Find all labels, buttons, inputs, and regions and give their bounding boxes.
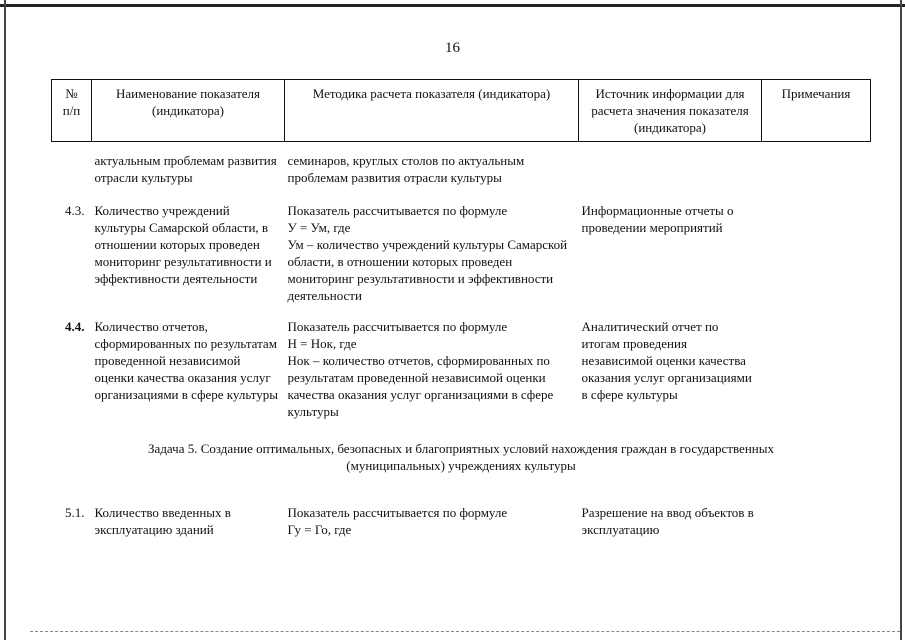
table-header-row: [52, 80, 871, 142]
scan-border-right: [900, 0, 902, 640]
row-source: [579, 142, 762, 203]
table-row: [52, 318, 871, 440]
row-name: Количество учреждений культуры Самарской области, в отношении которых проведен мониторинг результативности и эффективности деятельности: [94, 203, 272, 286]
row-note: [762, 504, 871, 538]
table-row: [52, 504, 871, 538]
table-row: [52, 142, 871, 203]
row-note: [762, 318, 871, 440]
row-source: Аналитический отчет по итогам проведения независимой оценки качества оказания услуг организациями в сфере культуры: [581, 319, 752, 402]
row-name: актуальным проблемам развития отрасли культуры: [94, 153, 277, 185]
row-source: Разрешение на ввод объектов в эксплуатацию: [581, 505, 754, 537]
row-note: [762, 202, 871, 318]
table-row: [52, 202, 871, 318]
task-heading-line-2: (муниципальных) учреждениях культуры: [346, 458, 576, 473]
row-number: [52, 142, 92, 203]
page-number: 16: [445, 40, 460, 56]
row-method: Показатель рассчитывается по формуле У = Ум, где Ум – количество учреждений культуры Самарской области, в отношении которых проведен мониторинг результативности и эффективности деятельности: [287, 203, 568, 303]
header-notes: Примечания: [762, 80, 871, 142]
row-name: Количество введенных в эксплуатацию зданий: [94, 505, 231, 537]
row-note: [762, 142, 871, 203]
row-source: Информационные отчеты о проведении мероприятий: [581, 203, 734, 235]
header-source: Источник информации для расчета значения показателя (индикатора): [579, 80, 762, 142]
indicator-table: [51, 79, 871, 538]
task-heading: [52, 440, 871, 504]
row-number: 4.3.: [65, 203, 85, 218]
row-method: Показатель рассчитывается по формуле Гу = Го, где: [287, 505, 508, 537]
task-heading-line-1: Задача 5. Создание оптимальных, безопасных и благоприятных условий нахождения граждан в государственных: [148, 441, 774, 456]
row-method: Показатель рассчитывается по формуле Н = Нок, где Нок – количество отчетов, сформированных по результатам проведенной независимой оценки качества оказания услуг организациями в сфере культуры: [287, 319, 554, 419]
scan-border-bottom: [30, 631, 900, 633]
row-number: 4.4.: [65, 319, 85, 334]
header-method: Методика расчета показателя (индикатора): [285, 80, 579, 142]
row-method: семинаров, круглых столов по актуальным проблемам развития отрасли культуры: [287, 153, 525, 185]
row-number: 5.1.: [65, 505, 85, 520]
header-name: Наименование показателя (индикатора): [92, 80, 285, 142]
row-name: Количество отчетов, сформированных по результатам проведенной независимой оценки качества оказания услуг организациями в сфере культуры: [94, 319, 279, 402]
scan-border-top: [0, 4, 905, 7]
header-number: № п/п: [52, 80, 92, 142]
scan-border-left: [4, 0, 6, 640]
task-heading-row: [52, 440, 871, 504]
